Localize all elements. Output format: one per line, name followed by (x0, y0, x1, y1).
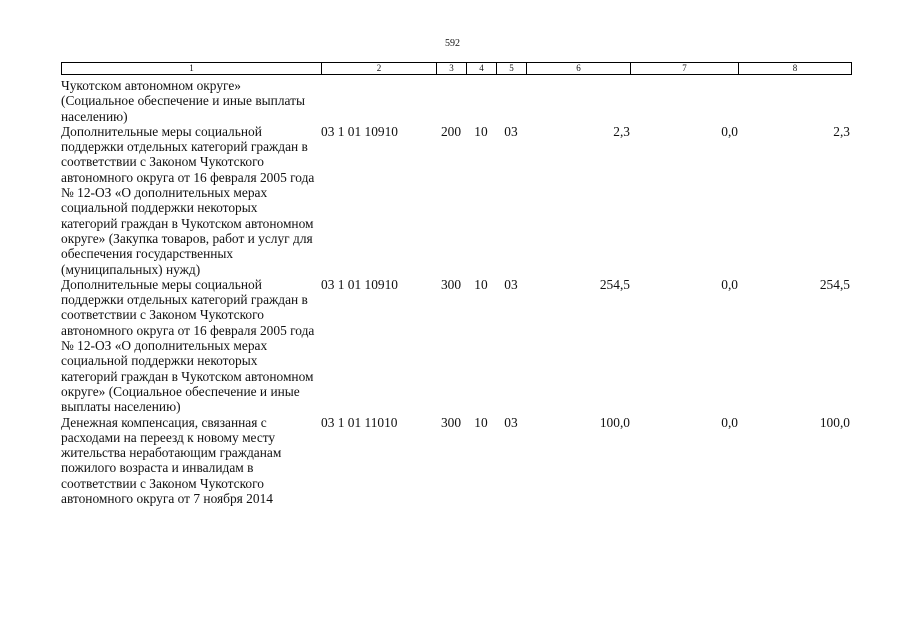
column-header-7: 7 (631, 63, 739, 74)
row-pr: 03 (504, 276, 518, 292)
row-pr: 03 (504, 123, 518, 139)
row-total (738, 78, 850, 124)
row-code (321, 78, 436, 124)
row-vr (436, 78, 466, 124)
row-name: Денежная компенсация, связанная с расходами на переезд к новому месту жительства неработающим гражданам пожилого возраста и инвалидам в соответствии с Законом Чукотского автономного округа от 7 ноября 2014 (61, 414, 282, 507)
row-vr: 300 (440, 276, 462, 292)
row-code: 03 1 01 11010 (321, 414, 398, 430)
row-vr: 300 (440, 414, 462, 430)
row-total: 254,5 (819, 276, 850, 292)
row-name: Чукотском автономном округе» (Социальное обеспечение и иные выплаты населению) (61, 78, 305, 124)
row-total: 100,0 (819, 414, 850, 430)
row-change: 0,0 (721, 276, 738, 292)
row-change (630, 78, 738, 124)
row-plan: 100,0 (599, 414, 630, 430)
row-change: 0,0 (721, 414, 738, 430)
row-rz: 10 (474, 414, 488, 430)
column-header-6: 6 (527, 63, 631, 74)
column-header-4: 4 (467, 63, 497, 74)
row-change: 0,0 (721, 123, 738, 139)
column-header-8: 8 (792, 63, 798, 73)
row-plan (526, 78, 630, 124)
column-header-3: 3 (437, 63, 467, 74)
row-pr (496, 78, 526, 124)
table-row (61, 78, 852, 124)
row-name: Дополнительные меры социальной поддержки отдельных категорий граждан в соответствии с Законом Чукотского автономного округа от 16 февраля 2005 года № 12-ОЗ «О дополнительных мерах социальной поддержки некоторых категорий граждан в Чукотском автономном округе» (Социальное обеспечение и иные выплаты населению) (61, 276, 315, 415)
row-code: 03 1 01 10910 (321, 123, 398, 139)
row-rz (466, 78, 496, 124)
table-body (61, 78, 852, 506)
row-plan: 2,3 (613, 123, 630, 139)
row-name: Дополнительные меры социальной поддержки отдельных категорий граждан в соответствии с Законом Чукотского автономного округа от 16 февраля 2005 года № 12-ОЗ «О дополнительных мерах социальной поддержки некоторых категорий граждан в Чукотском автономном округе» (Закупка товаров, работ и услуг для обеспечения государственных (муниципальных) нужд) (61, 123, 315, 277)
row-code: 03 1 01 10910 (321, 276, 398, 292)
table-row (61, 124, 852, 277)
column-header-1: 1 (62, 63, 322, 74)
column-header-5: 5 (497, 63, 527, 74)
row-plan: 254,5 (599, 276, 630, 292)
row-vr: 200 (440, 123, 462, 139)
row-rz: 10 (474, 276, 488, 292)
table-row (61, 277, 852, 415)
page-number: 592 (445, 38, 460, 49)
table-row (61, 415, 852, 507)
row-pr: 03 (504, 414, 518, 430)
column-header-2: 2 (322, 63, 437, 74)
row-total: 2,3 (833, 123, 850, 139)
row-rz: 10 (474, 123, 488, 139)
table-header (61, 62, 852, 75)
